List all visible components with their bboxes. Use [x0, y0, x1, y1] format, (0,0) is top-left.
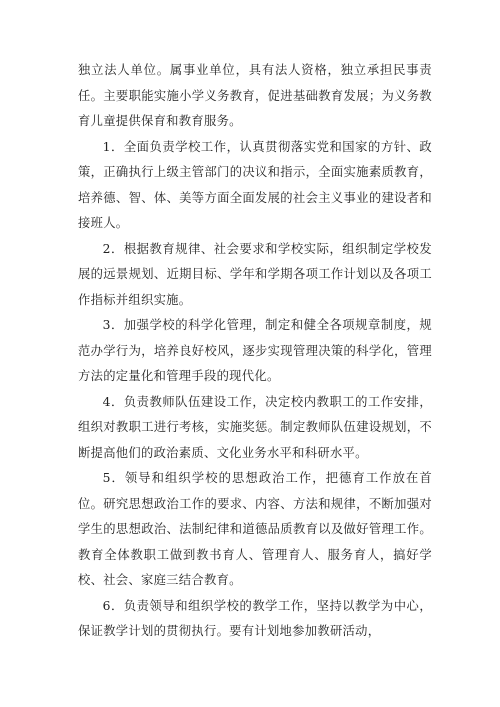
- paragraph-item-6: 6．负责领导和组织学校的教学工作，坚持以教学为中心，保证教学计划的贯彻执行。要有计划地参加教研活动，: [78, 598, 432, 638]
- paragraph-item-3: 3．加强学校的科学化管理，制定和健全各项规章制度，规范办学行为，培养良好校风，逐步实现管理决策的科学化，管理方法的定量化和管理手段的现代化。: [78, 318, 432, 383]
- paragraph-item-2: 2．根据教育规律、社会要求和学校实际，组织制定学校发展的远景规划、近期目标、学年和学期各项工作计划以及各项工作指标并组织实施。: [78, 241, 432, 307]
- paragraph-item-4: 4．负责教师队伍建设工作，决定校内教职工的工作安排，组织对教职工进行考核，实施奖惩。制定教师队伍建设规划，不断提高他们的政治素质、文化业务水平和科研水平。: [78, 394, 432, 460]
- paragraph-item-1: 1．全面负责学校工作，认真贯彻落实党和国家的方针、政策，正确执行上级主管部门的决议和指示，全面实施素质教育，培养德、智、体、美等方面全面发展的社会主义事业的建设者和接班人。: [78, 139, 432, 230]
- paragraph-item-5: 5．领导和组织学校的思想政治工作，把德育工作放在首位。研究思想政治工作的要求、内容、方法和规律，不断加强对学生的思想政治、法制纪律和道德品质教育以及做好管理工作。教育全体教职工做到教书育人、管理育人、服务育人，搞好学校、社会、家庭三结合教育。: [78, 471, 432, 587]
- document-body: [78, 58, 432, 645]
- paragraph-intro: 独立法人单位。属事业单位，具有法人资格，独立承担民事责任。主要职能实施小学义务教育，促进基础教育发展；为义务教育儿童提供保育和教育服务。: [78, 63, 432, 128]
